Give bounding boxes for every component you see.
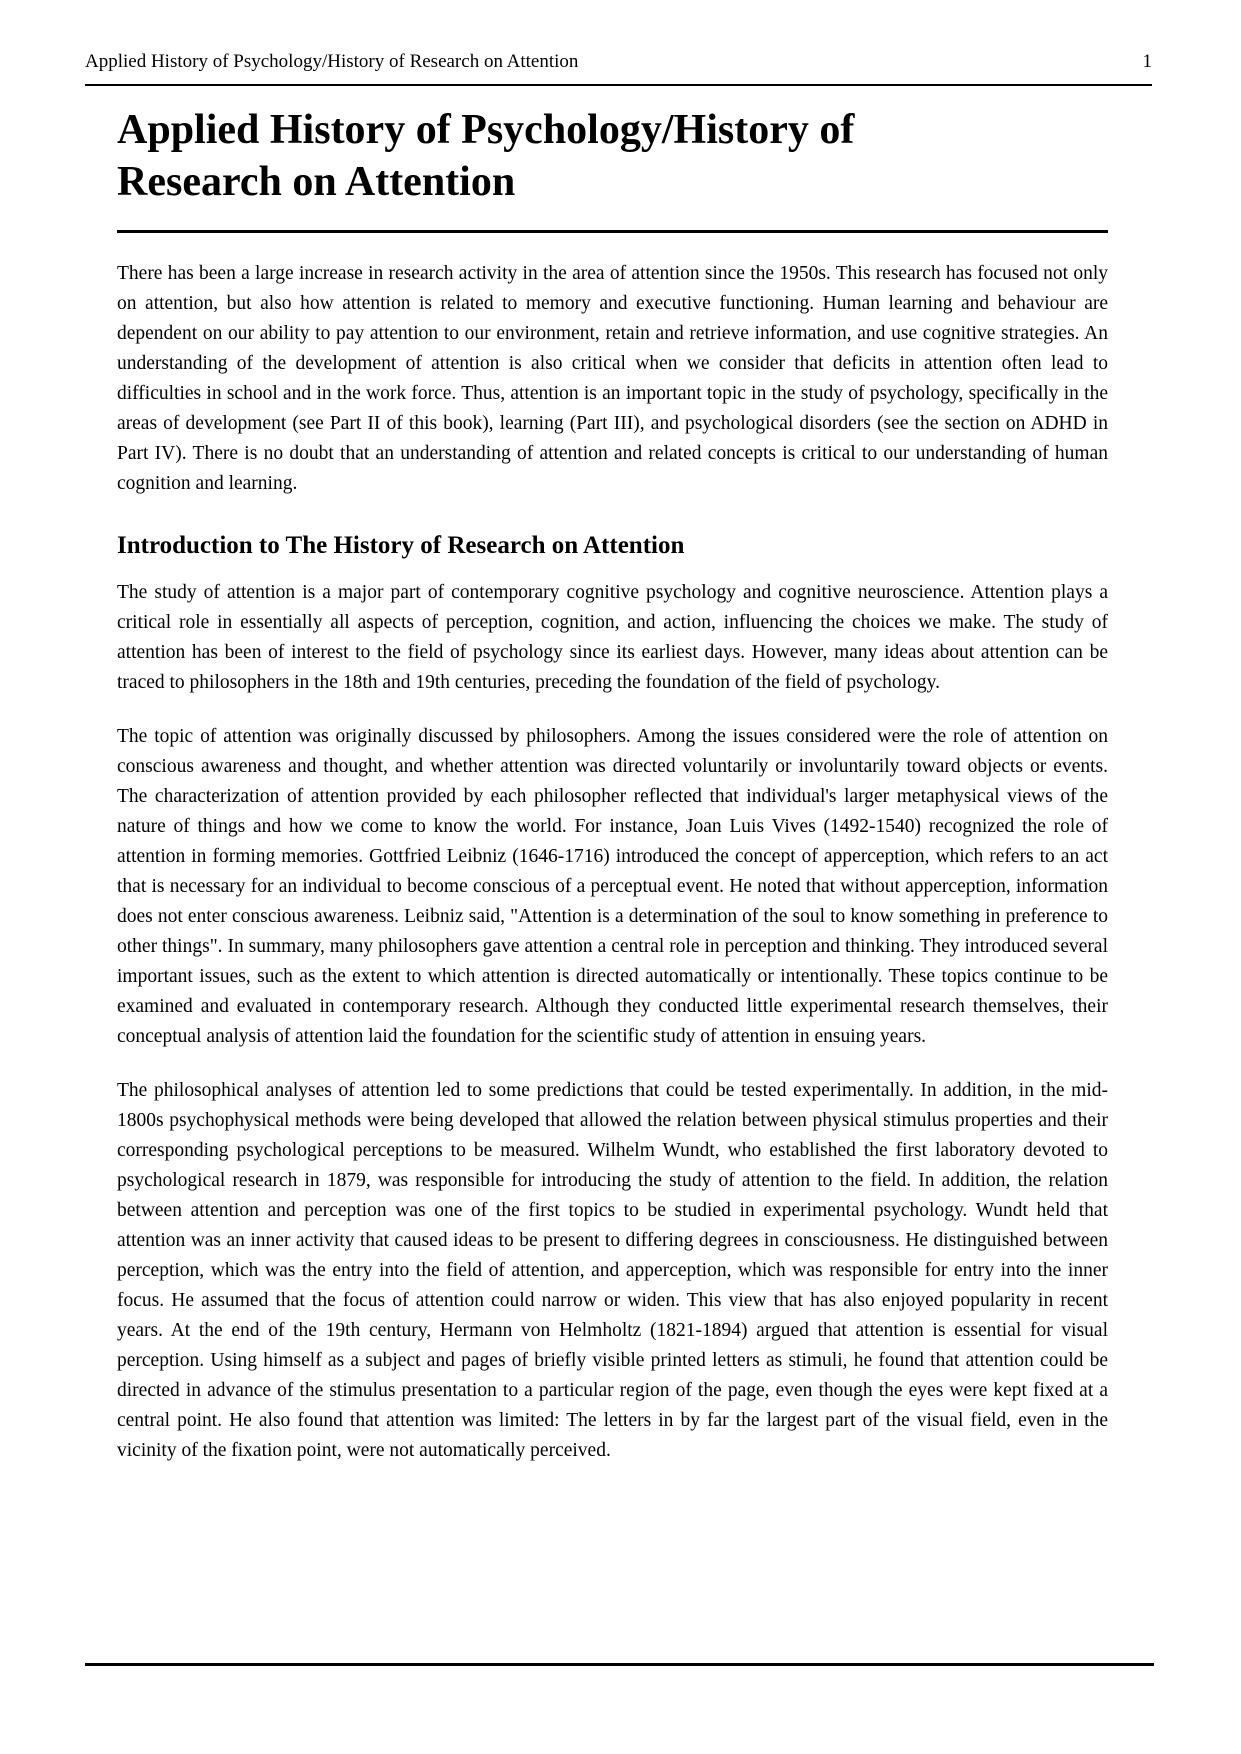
section-heading-introduction: Introduction to The History of Research on Attention: [117, 532, 685, 559]
lead-paragraph: There has been a large increase in research activity in the area of attention since the 1950s. This research has focused not only on attention, but also how attention is related to memory and executive functioning. Human learning and behaviour are dependent on our ability to pay attention to our environment, retain and retrieve information, and use cognitive strategies. An understanding of the development of attention is also critical when we consider that deficits in attention often lead to difficulties in school and in the work force. Thus, attention is an important topic in the study of psychology, specifically in the areas of development (see Part II of this book), learning (Part III), and psychological disorders (see the section on ADHD in Part IV). There is no doubt that an understanding of attention and related concepts is critical to our understanding of human cognition and learning.: [117, 263, 1108, 494]
lead-section: [117, 259, 1108, 499]
running-header-title: Applied History of Psychology/History of Research on Attention: [85, 51, 579, 72]
section-body: [117, 578, 1108, 1466]
page-content: [117, 104, 1108, 1490]
page-title-line-1: Applied History of Psychology/History of: [117, 107, 855, 153]
body-paragraph: The philosophical analyses of attention led to some predictions that could be tested experimentally. In addition, in the mid-1800s psychophysical methods were being developed that allowed the relation between physical stimulus properties and their corresponding psychological perceptions to be measured. Wilhelm Wundt, who established the first laboratory devoted to psychological research in 1879, was responsible for introducing the study of attention to the field. In addition, the relation between attention and perception was one of the first topics to be studied in experimental psychology. Wundt held that attention was an inner activity that caused ideas to be present to differing degrees in consciousness. He distinguished between perception, which was the entry into the field of attention, and apperception, which was responsible for entry into the inner focus. He assumed that the focus of attention could narrow or widen. This view that has also enjoyed popularity in recent years. At the end of the 19th century, Hermann von Helmholtz (1821-1894) argued that attention is essential for visual perception. Using himself as a subject and pages of briefly visible printed letters as stimuli, he found that attention could be directed in advance of the stimulus presentation to a particular region of the page, even though the eyes were kept fixed at a central point. He also found that attention was limited: The letters in by far the largest part of the visual field, even in the vicinity of the fixation point, were not automatically perceived.: [117, 1080, 1108, 1461]
page-title: [117, 104, 1108, 233]
running-header: [85, 50, 1152, 86]
footer-divider: [85, 1663, 1154, 1666]
page-number: 1: [1142, 51, 1152, 72]
page-title-line-2: Research on Attention: [117, 159, 516, 205]
body-paragraph: The study of attention is a major part of contemporary cognitive psychology and cognitive neuroscience. Attention plays a critical role in essentially all aspects of perception, cognition, and action, influencing the choices we make. The study of attention has been of interest to the field of psychology since its earliest days. However, many ideas about attention can be traced to philosophers in the 18th and 19th centuries, preceding the foundation of the field of psychology.: [117, 582, 1108, 693]
body-paragraph: The topic of attention was originally discussed by philosophers. Among the issues considered were the role of attention on conscious awareness and thought, and whether attention was directed voluntarily or involuntarily toward objects or events. The characterization of attention provided by each philosopher reflected that individual's larger metaphysical views of the nature of things and how we come to know the world. For instance, Joan Luis Vives (1492-1540) recognized the role of attention in forming memories. Gottfried Leibniz (1646-1716) introduced the concept of apperception, which refers to an act that is necessary for an individual to become conscious of a perceptual event. He noted that without apperception, information does not enter conscious awareness. Leibniz said, "Attention is a determination of the soul to know something in preference to other things". In summary, many philosophers gave attention a central role in perception and thinking. They introduced several important issues, such as the extent to which attention is directed automatically or intentionally. These topics continue to be examined and evaluated in contemporary research. Although they conducted little experimental research themselves, their conceptual analysis of attention laid the foundation for the scientific study of attention in ensuing years.: [117, 726, 1108, 1047]
